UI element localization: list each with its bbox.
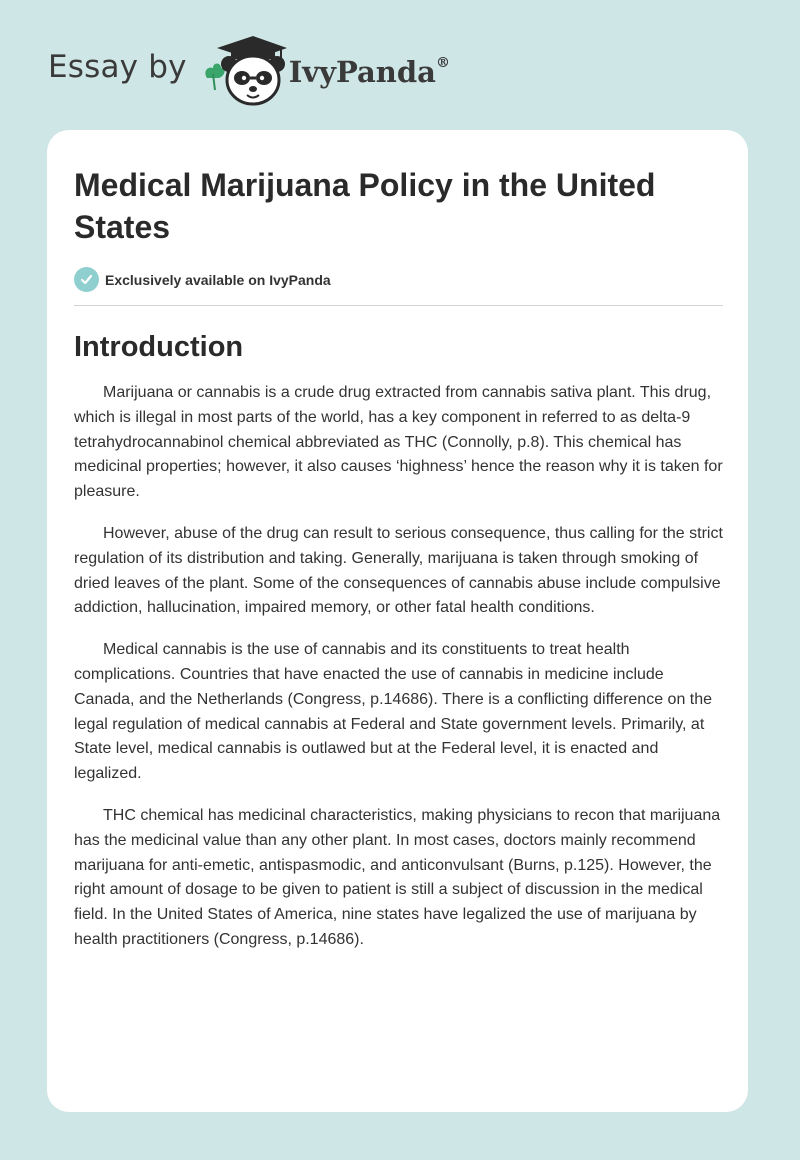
site-header	[48, 34, 450, 106]
paragraph: Marijuana or cannabis is a crude drug extracted from cannabis sativa plant. This drug, which is illegal in most parts of the world, has a key component in referred to as delta-9 tetrahydrocannabinol chemical abbreviated as THC (Connolly, p.8). This chemical has medicinal properties; however, it also causes ‘highness’ hence the reason why it is taken for pleasure.	[74, 384, 723, 501]
section-heading: Introduction	[74, 331, 244, 363]
paragraph: However, abuse of the drug can result to serious consequence, thus calling for the strict regulation of its distribution and taking. Generally, marijuana is taken through smoking of dried leaves of the plant. Some of the consequences of cannabis abuse include compulsive addiction, hallucination, impaired memory, or other fatal health conditions.	[74, 524, 723, 617]
ivypanda-logo-link[interactable]	[201, 34, 450, 106]
page-title: Medical Marijuana Policy in the United States	[74, 167, 656, 245]
paragraph: THC chemical has medicinal characteristics, making physicians to recon that marijuana has the medicinal value than any other plant. In most cases, doctors mainly recommend marijuana for anti-emetic, antispasmodic, and anticonvulsant (Burns, p.125). However, the right amount of dosage to be given to patient is still a subject of discussion in the medical field. In the United States of America, nine states have legalized the use of marijuana by health practitioners (Congress, p.14686).	[74, 806, 721, 948]
registered-mark: ®	[435, 55, 450, 72]
essay-body	[74, 381, 726, 953]
brand-name-text: IvyPanda	[288, 55, 436, 89]
check-icon	[74, 267, 99, 292]
paragraph: Medical cannabis is the use of cannabis and its constituents to treat health complications. Countries that have enacted the use of cannabis in medicine include Canada, and the Netherlands (Congress, p.14686). There is a conflicting difference on the legal regulation of medical cannabis at Federal and State government levels. Primarily, at State level, medical cannabis is outlawed but at the Federal level, it is enacted and legalized.	[74, 641, 713, 783]
essay-card	[47, 130, 748, 1112]
exclusive-badge	[74, 267, 722, 292]
exclusive-badge-label: Exclusively available on IvyPanda	[105, 271, 331, 288]
divider	[74, 305, 723, 306]
essay-by-label: Essay by	[48, 49, 187, 85]
panda-logo-icon	[201, 34, 287, 106]
brand-name	[289, 55, 450, 89]
